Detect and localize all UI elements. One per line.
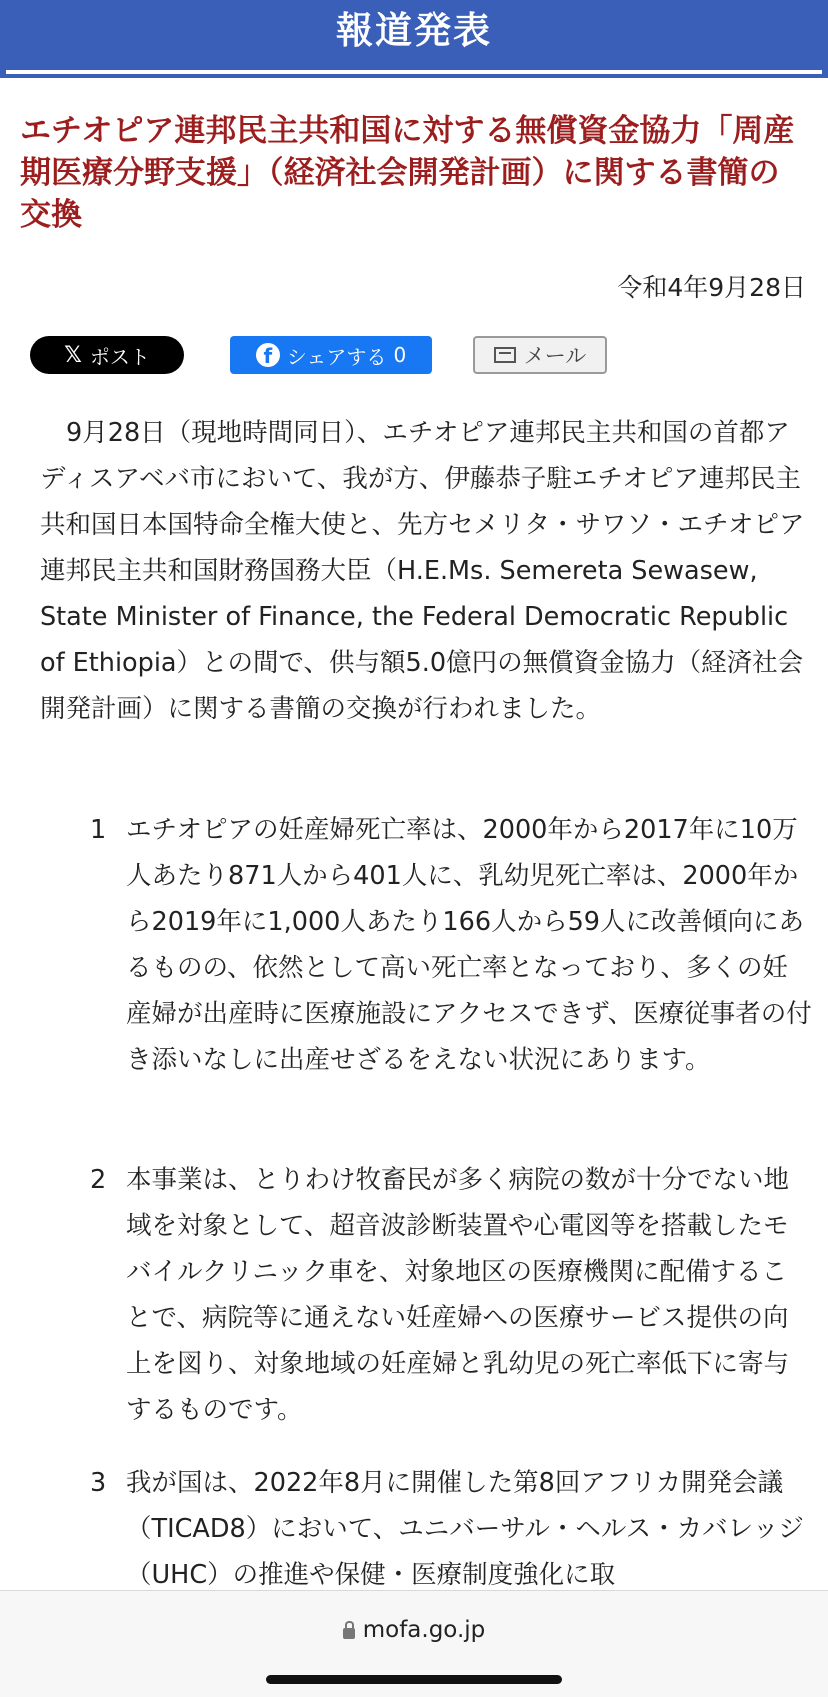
home-indicator[interactable] (266, 1675, 562, 1684)
list-item-text: 我が国は、2022年8月に開催した第8回アフリカ開発会議（TICAD8）において、ユニバーサル・ヘルス・カバレッジ（UHC）の推進や保健・医療制度強化に取 (126, 1468, 804, 1590)
mail-share-label: メール (523, 344, 587, 368)
list-item-text: エチオピアの妊産婦死亡率は、2000年から2017年に10万人あたり871人から401人に、乳幼児死亡率は、2000年から2019年に1,000人あたり166人から59人に改善傾向にあるものの、依然として高い死亡率となっており、多くの妊産婦が出産時に医療施設にアクセスできず、医療従事者の付き添いなしに出産せざるをえない状況にあります。 (126, 815, 812, 1075)
facebook-share-count: 0 (393, 343, 407, 367)
list-item-number: 1 (90, 815, 107, 845)
article-date: 令和4年9月28日 (617, 273, 806, 302)
header-divider (6, 70, 822, 74)
list-item-number: 2 (90, 1165, 107, 1195)
facebook-icon: f (256, 343, 280, 367)
x-post-label: ポスト (89, 344, 150, 369)
mail-share-button[interactable] (473, 336, 607, 374)
x-logo-icon: 𝕏 (64, 342, 82, 368)
facebook-share-button[interactable] (230, 336, 432, 374)
lead-paragraph: 9月28日（現地時間同日）、エチオピア連邦民主共和国の首都アディスアベバ市において、我が方、伊藤恭子駐エチオピア連邦民主共和国日本国特命全権大使と、先方セメリタ・サワソ・エチオピア連邦民主共和国財務国務大臣（H.E.Ms. Semereta Sewasew, State Minister of Finance, the Federal Democratic Republic of Ethiopia）との間で、供与額5.0億円の無償資金協力（経済社会開発計画）に関する書簡の交換が行われました。 (40, 418, 805, 724)
url-display[interactable] (0, 1617, 828, 1643)
header-bar (0, 0, 828, 78)
url-text: mofa.go.jp (362, 1617, 486, 1643)
lock-icon (343, 1628, 355, 1639)
browser-address-bar[interactable] (0, 1590, 828, 1697)
list-item-number: 3 (90, 1468, 107, 1498)
x-post-button[interactable] (30, 336, 184, 374)
facebook-share-label: シェアする (286, 344, 387, 369)
article-title: エチオピア連邦民主共和国に対する無償資金協力「周産期医療分野支援」（経済社会開発計画）に関する書簡の交換 (20, 113, 795, 233)
header-title: 報道発表 (336, 9, 492, 52)
mail-icon (494, 347, 516, 363)
list-item-text: 本事業は、とりわけ牧畜民が多く病院の数が十分でない地域を対象として、超音波診断装置や心電図等を搭載したモバイルクリニック車を、対象地区の医療機関に配備することで、病院等に通えない妊産婦への医療サービス提供の向上を図り、対象地域の妊産婦と乳幼児の死亡率低下に寄与するものです。 (126, 1165, 790, 1425)
